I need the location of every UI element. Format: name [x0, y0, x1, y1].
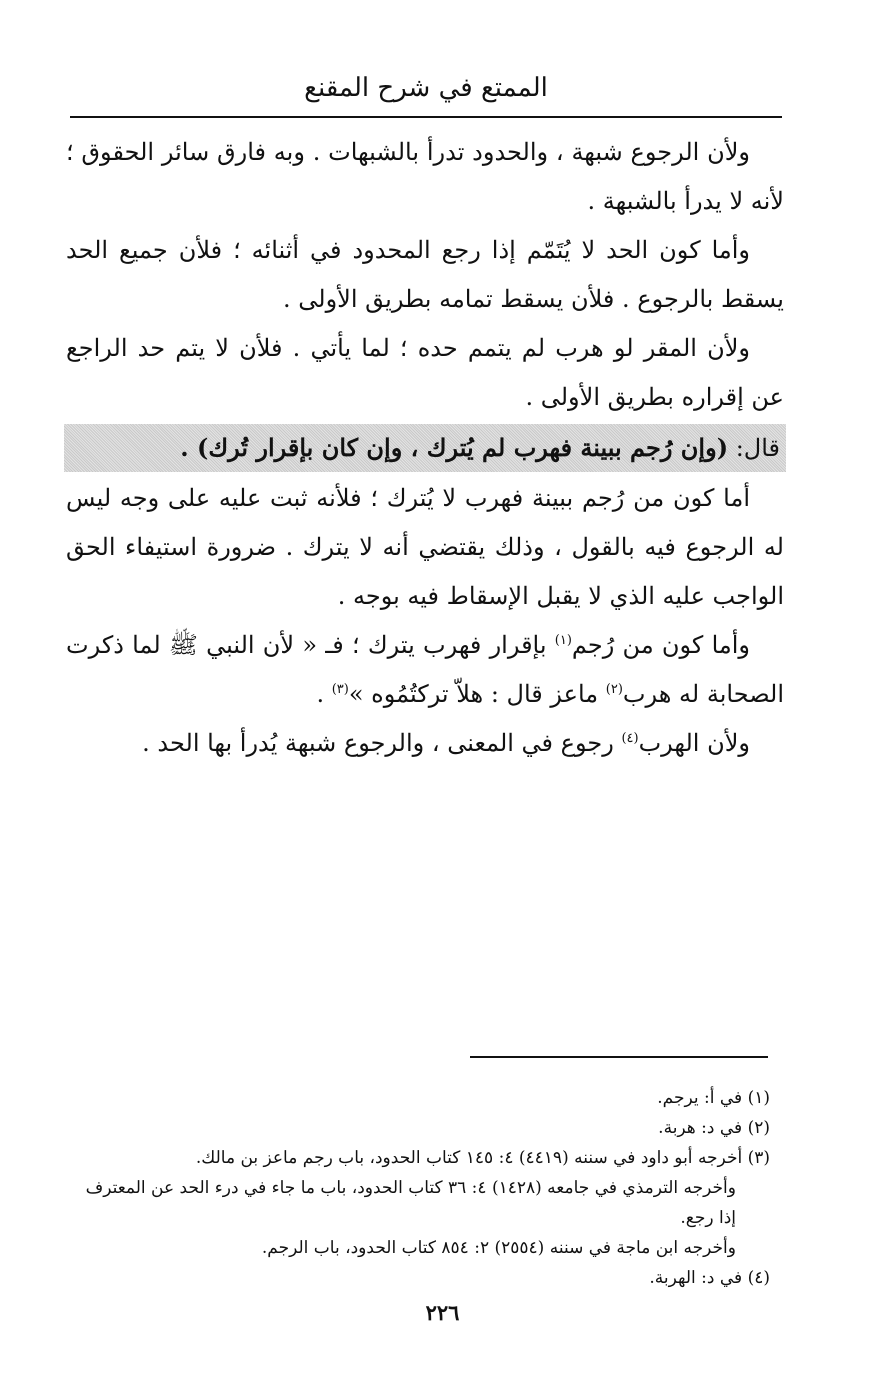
paragraph-5-part-c: ماعز قال : هلاّ تركتُمُوه »	[348, 680, 606, 708]
paragraph-2: وأما كون الحد لا يُتَمّم إذا رجع المحدود في أثنائه ؛ فلأن جميع الحد يسقط بالرجوع . فلأن يسقط تمامه بطريق الأولى .	[66, 236, 784, 313]
footnote-4: (٤) في د: الهربة.	[649, 1268, 770, 1288]
paragraph-6-part-a: ولأن الهرب	[638, 729, 750, 757]
footnote-3-continued: وأخرجه الترمذي في جامعه (١٤٢٨) ٤: ٣٦ كتاب الحدود، باب ما جاء في درء الحد عن المعترف إذا رجع.	[85, 1178, 736, 1228]
heading-label: قال:	[735, 434, 780, 462]
paragraph-5-part-d: .	[316, 680, 332, 708]
running-header	[70, 60, 782, 118]
matn-heading	[64, 424, 786, 472]
paragraph-6	[66, 719, 784, 768]
footnote-2: (٢) في د: هربة.	[658, 1118, 770, 1138]
main-text	[66, 128, 784, 768]
footnote-1: (١) في أ: يرجم.	[657, 1088, 770, 1108]
paragraph-1: ولأن الرجوع شبهة ، والحدود تدرأ بالشبهات . وبه فارق سائر الحقوق ؛ لأنه لا يدرأ بالشبهة .	[66, 138, 784, 215]
paragraph-5	[66, 621, 784, 719]
page-number: ٢٢٦	[425, 1300, 460, 1325]
footnote-3: (٣) أخرجه أبو داود في سننه (٤٤١٩) ٤: ١٤٥ كتاب الحدود، باب رجم ماعز بن مالك.	[195, 1148, 770, 1168]
footnote-3-continued-2: وأخرجه ابن ماجة في سننه (٢٥٥٤) ٢: ٨٥٤ كتاب الحدود، باب الرجم.	[261, 1238, 736, 1258]
footnote-ref-1: (١)	[554, 633, 572, 648]
paragraph-6-part-b: رجوع في المعنى ، والرجوع شبهة يُدرأ بها الحد .	[142, 729, 622, 757]
footnote-separator	[470, 1056, 768, 1058]
header-rule	[70, 116, 782, 118]
paragraph-4: أما كون من رُجم ببينة فهرب لا يُترك ؛ فلأنه ثبت عليه على وجه ليس له الرجوع فيه بالقول ، وذلك يقتضي أنه لا يترك . ضرورة استيفاء الحق الواجب عليه الذي لا يقبل الإسقاط فيه بوجه .	[66, 484, 784, 610]
footnote-ref-2: (٢)	[605, 682, 623, 697]
heading-text: (وإن رُجم ببينة فهرب لم يُترك ، وإن كان بإقرار تُرك) .	[180, 433, 729, 462]
paragraph-5-part-a: وأما كون من رُجم	[571, 631, 750, 659]
footnotes	[66, 1083, 770, 1293]
footnote-ref-4: (٤)	[621, 731, 639, 746]
footnote-ref-3: (٣)	[331, 682, 349, 697]
paragraph-3: ولأن المقر لو هرب لم يتمم حده ؛ لما يأتي . فلأن لا يتم حد الراجع عن إقراره بطريق الأولى .	[66, 334, 784, 411]
paragraph-5-part-b: بإقرار فهرب يترك ؛ فـ « لأن النبي ﷺ لما ذكرت الصحابة له هرب	[66, 631, 784, 708]
book-title: الممتع في شرح المقنع	[304, 73, 548, 103]
